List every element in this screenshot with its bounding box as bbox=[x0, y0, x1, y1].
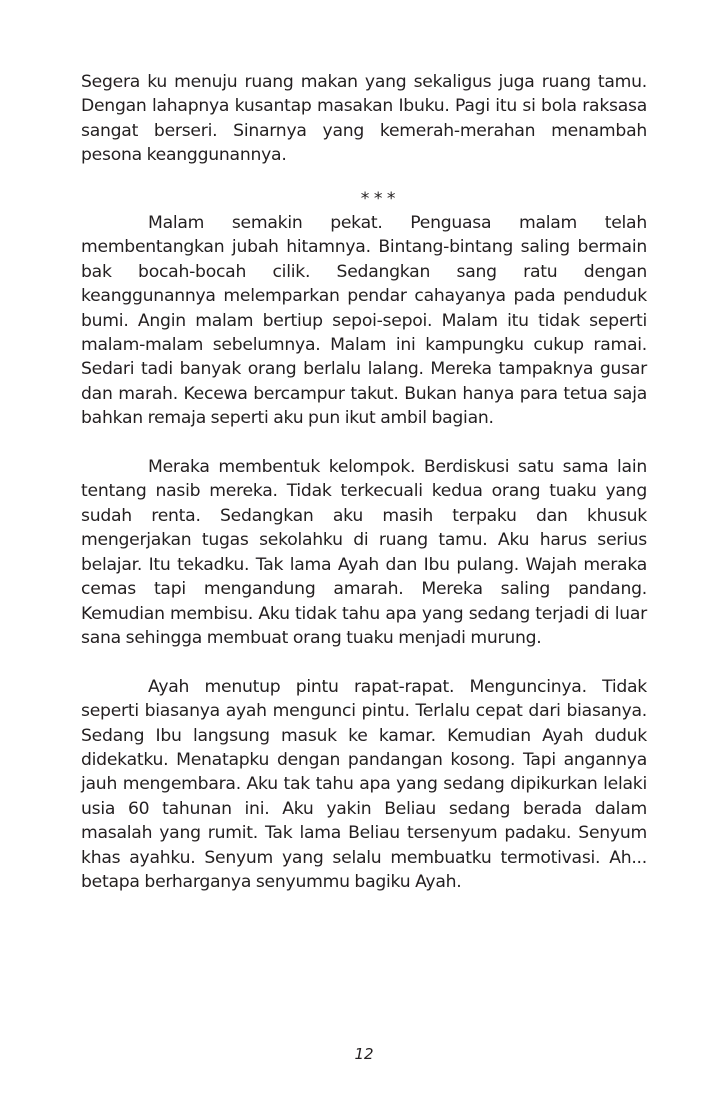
section-separator: * * * bbox=[360, 188, 396, 209]
page-number: 12 bbox=[354, 1045, 374, 1063]
paragraph-1: Segera ku menuju ruang makan yang sekaligus juga ruang tamu. Dengan lahapnya kusantap masakan Ibuku. Pagi itu si bola raksasa sangat berseri. Sinarnya yang kemerah-merahan menambah pesona keanggunannya. bbox=[81, 72, 647, 166]
paragraph-gap bbox=[81, 650, 647, 674]
book-page-body bbox=[81, 70, 647, 894]
paragraph-2: Malam semakin pekat. Penguasa malam telah membentangkan jubah hitamnya. Bintang-bintang saling bermain bak bocah-bocah cilik. Sedangkan sang ratu dengan keanggunannya melemparkan pendar cahayanya pada penduduk bumi. Angin malam bertiup sepoi-sepoi. Malam itu tidak seperti malam-malam sebelumnya. Malam ini kampungku cukup ramai. Sedari tadi banyak orang berlalu lalang. Mereka tampaknya gusar dan marah. Kecewa bercampur takut. Bukan hanya para tetua saja bahkan remaja seperti aku pun ikut ambil bagian. bbox=[81, 213, 647, 429]
paragraph-3: Meraka membentuk kelompok. Berdiskusi satu sama lain tentang nasib mereka. Tidak terkecuali kedua orang tuaku yang sudah renta. Sedangkan aku masih terpaku dan khusuk mengerjakan tugas sekolahku di ruang tamu. Aku harus serius belajar. Itu tekadku. Tak lama Ayah dan Ibu pulang. Wajah meraka cemas tapi mengandung amarah. Mereka saling pandang. Kemudian membisu. Aku tidak tahu apa yang sedang terjadi di luar sana sehingga membuat orang tuaku menjadi murung. bbox=[81, 457, 647, 648]
paragraph-4: Ayah menutup pintu rapat-rapat. Menguncinya. Tidak seperti biasanya ayah mengunci pintu. Terlalu cepat dari biasanya. Sedang Ibu langsung masuk ke kamar. Kemudian Ayah duduk didekatku. Menatapku dengan pandangan kosong. Tapi angannya jauh mengembara. Aku tak tahu apa yang sedang dipikurkan lelaki usia 60 tahunan ini. Aku yakin Beliau sedang berada dalam masalah yang rumit. Tak lama Beliau tersenyum padaku. Senyum khas ayahku. Senyum yang selalu membuatku termotivasi. Ah... betapa berharganya senyummu bagiku Ayah. bbox=[81, 676, 647, 892]
paragraph-gap bbox=[81, 431, 647, 455]
